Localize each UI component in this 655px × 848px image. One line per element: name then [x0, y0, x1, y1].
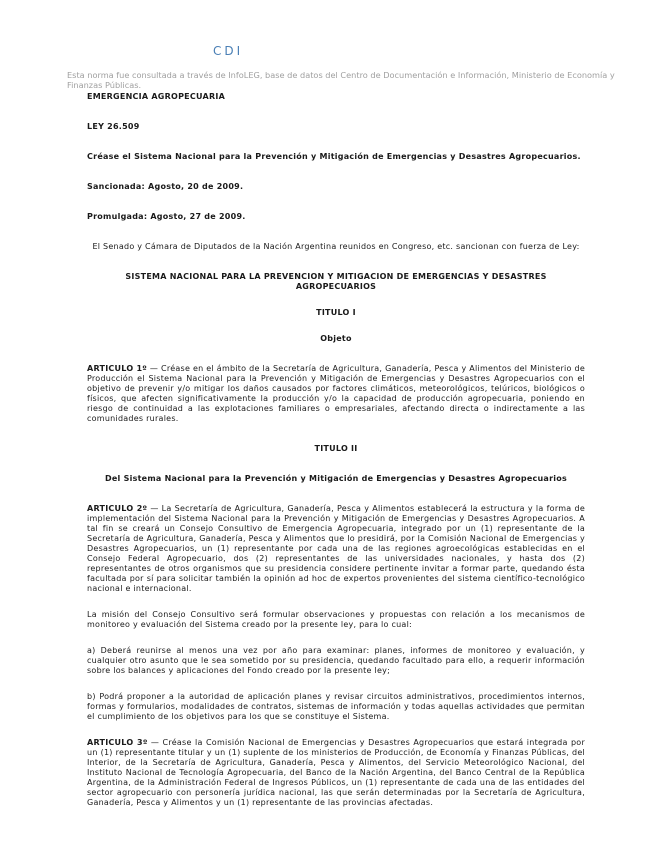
- article-2-text: — La Secretaría de Agricultura, Ganadería, Pesca y Alimentos establecerá la estructura y la forma de implementación del Sistema Nacional para la Prevención y Mitigación de Emergencias y Desastres Agropecuarios. A tal fin se creará un Consejo Consultivo de Emergencia Agropecuaria, integrado por un (1) representante de la Secretaría de Agricultura, Ganadería, Pesca y Alimentos que lo presidirá, por la Comisión Nacional de Emergencias y Desastres Agropecuarios, un (1) representante por cada una de las regiones agroecológicas establecidas en el Consejo Federal Agropecuario, dos (2) representantes de las universidades nacionales, y hasta dos (2) representantes de otros organismos que su presidencia considere pertinente invitar a formar parte, quedando ésta facultada por sí para solicitar también la opinión ad hoc de expertos provenientes del sistema científico-tecnológico nacional e internacional.: [87, 504, 585, 593]
- promulgation-date: Promulgada: Agosto, 27 de 2009.: [87, 212, 246, 221]
- article-1: [87, 364, 585, 424]
- system-title: SISTEMA NACIONAL PARA LA PREVENCION Y MITIGACION DE EMERGENCIAS Y DESASTRES AGROPECUARIOS: [125, 272, 547, 291]
- article-2: [87, 504, 585, 594]
- law-number: LEY 26.509: [87, 122, 140, 131]
- article-1-label: ARTICULO 1º: [87, 364, 148, 373]
- title-2-subject: Del Sistema Nacional para la Prevención y Mitigación de Emergencias y Desastres Agropecuarios: [104, 474, 568, 483]
- mission-item-a: a) Deberá reunirse al menos una vez por año para examinar: planes, informes de monitoreo y evaluación, y cualquier otro asunto que le sea sometido por su presidencia, quedando facultado para ello, a requerir información sobre los balances y aplicaciones del Fondo creado por la presente ley;: [87, 646, 585, 675]
- law-document: [87, 92, 585, 808]
- title-2: TITULO II: [314, 444, 358, 453]
- cdi-logo: CDI: [213, 44, 244, 58]
- law-summary: Créase el Sistema Nacional para la Prevención y Mitigación de Emergencias y Desastres Agropecuarios.: [87, 152, 581, 161]
- article-3-label: ARTICULO 3º: [87, 738, 148, 747]
- article-3: [87, 738, 585, 808]
- article-3-text: — Créase la Comisión Nacional de Emergencias y Desastres Agropecuarios que estará integrada por un (1) representante titular y un (1) suplente de los ministerios de Producción, de Economía y Finanzas Públicas, del Interior, de la Secretaría de Agricultura, Ganadería, Pesca y Alimentos, del Servicio Meteorológico Nacional, del Instituto Nacional de Tecnología Agropecuaria, del Banco de la Nación Argentina, del Banco Central de la República Argentina, de la Administración Federal de Ingresos Públicos, un (1) representante de cada una de las entidades del sector agropecuario con personería jurídica nacional, las que serán determinadas por la Secretaría de Agricultura, Ganadería, Pesca y Alimentos y un (1) representante de las provincias afectadas.: [87, 738, 585, 807]
- source-notice: Esta norma fue consultada a través de InfoLEG, base de datos del Centro de Documentación e Información, Ministerio de Economía y Finanzas Públicas.: [67, 70, 615, 90]
- mission-item-b: b) Podrá proponer a la autoridad de aplicación planes y revisar circuitos administrativos, procedimientos internos, formas y formularios, modalidades de contratos, sistemas de información y todas aquellas actividades que permitan el cumplimiento de los objetivos para los que se constituye el Sistema.: [87, 692, 585, 721]
- article-1-text: — Créase en el ámbito de la Secretaría de Agricultura, Ganadería, Pesca y Alimentos del Ministerio de Producción el Sistema Nacional para la Prevención y Mitigación de Emergencias y Desastres Agropecuarios con el objetivo de prevenir y/o mitigar los daños causados por factores climáticos, meteorológicos, telúricos, biológicos o físicos, que afecten significativamente la producción y/o la capacidad de producción agropecuaria, poniendo en riesgo de continuidad a las explotaciones familiares o empresariales, afectando directa o indirectamente a las comunidades rurales.: [87, 364, 585, 423]
- sanction-date: Sancionada: Agosto, 20 de 2009.: [87, 182, 244, 191]
- article-2-label: ARTICULO 2º: [87, 504, 148, 513]
- title-1-subject: Objeto: [320, 334, 352, 343]
- title-1: TITULO I: [316, 308, 356, 317]
- enacting-clause: El Senado y Cámara de Diputados de la Nación Argentina reunidos en Congreso, etc. sancionan con fuerza de Ley:: [92, 242, 580, 251]
- council-mission: La misión del Consejo Consultivo será formular observaciones y propuestas con relación a los mecanismos de monitoreo y evaluación del Sistema creado por la presente ley, para lo cual:: [87, 610, 585, 629]
- doc-heading: EMERGENCIA AGROPECUARIA: [87, 92, 226, 101]
